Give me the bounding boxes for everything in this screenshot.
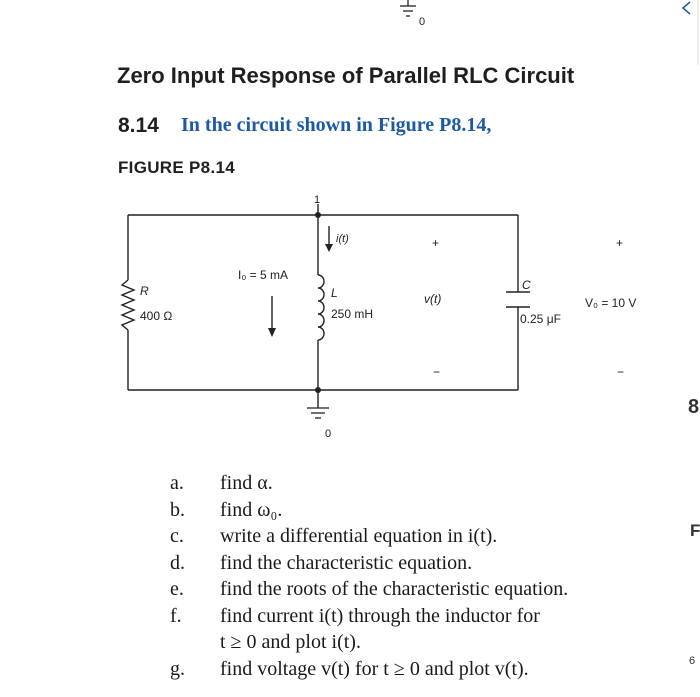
resistor-symbol [122, 280, 134, 330]
inductor-value: 250 mH [331, 307, 374, 321]
capacitor-value: 0.25 μF [520, 312, 561, 326]
v0-plus: + [616, 236, 624, 250]
edge-mark-top [683, 2, 690, 14]
current-source-arrow [268, 296, 276, 337]
current-source-label: I₀ = 5 mA [238, 268, 288, 282]
top-ground-label: 0 [419, 16, 426, 28]
list-item: e. find the roots of the characteristic equation. [170, 578, 569, 600]
problem-statement: In the circuit shown in Figure P8.14, [181, 114, 492, 136]
bottom-ground-symbol [307, 408, 329, 418]
inductor-name: L [331, 286, 338, 300]
problem-number: 8.14 [118, 114, 159, 137]
node-1-label: 1 [314, 194, 321, 206]
node-1-dot [315, 212, 321, 218]
list-item: d. find the characteristic equation. [170, 551, 473, 574]
question-list [170, 470, 568, 682]
list-item: c. write a differential equation in i(t). [170, 525, 498, 547]
current-label: i(t) [336, 233, 349, 245]
list-item: f. find current i(t) through the inductor for [170, 604, 540, 627]
page-title: Zero Input Response of Parallel RLC Circuit [117, 63, 575, 88]
capacitor-name: C [522, 278, 531, 292]
inductor-symbol [318, 275, 324, 340]
list-item-continuation: t ≥ 0 and plot i(t). [220, 631, 361, 653]
vt-plus: + [432, 236, 440, 250]
top-ground-symbol [400, 0, 416, 16]
resistor-value: 400 Ω [140, 309, 173, 323]
list-item: a. find α. [170, 472, 273, 494]
circuit-wires [128, 204, 518, 408]
v0-minus: − [617, 365, 625, 379]
list-item: g. find voltage v(t) for t ≥ 0 and plot v(t). [170, 657, 529, 680]
list-item: b. find ω₀. [170, 498, 283, 521]
voltage-label: v(t) [424, 292, 442, 306]
figure-label: FIGURE P8.14 [118, 158, 235, 177]
node-0-dot [315, 387, 321, 393]
bottom-ground-label: 0 [325, 428, 332, 440]
edge-char-8: 8 [688, 396, 700, 418]
resistor-name: R [140, 284, 149, 298]
capacitor-symbol [506, 292, 530, 307]
inductor-current-arrow [325, 226, 333, 252]
initial-voltage: V₀ = 10 V [585, 296, 637, 310]
edge-char-f: F [690, 521, 700, 540]
vt-minus: − [433, 365, 441, 379]
edge-char-6: 6 [689, 655, 696, 667]
